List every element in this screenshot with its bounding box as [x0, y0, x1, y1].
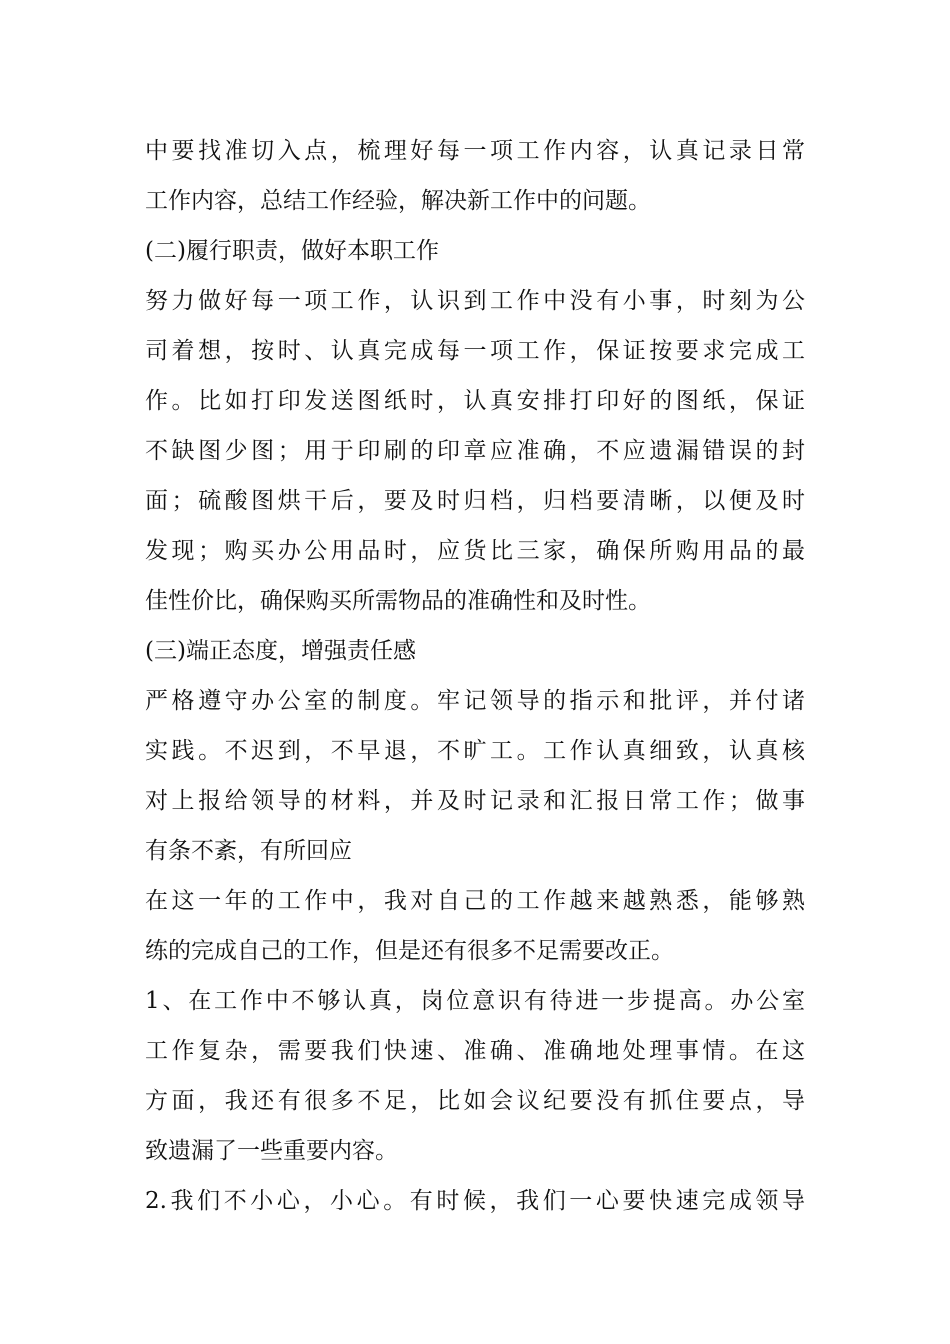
text-line: 司着想，按时、认真完成每一项工作，保证按要求完成工 [145, 338, 805, 364]
text-line: 在这一年的工作中，我对自己的工作越来越熟悉，能够熟 [145, 888, 805, 914]
text-line: 致遗漏了一些重要内容。 [145, 1138, 398, 1164]
section-heading: (二)履行职责，做好本职工作 [145, 238, 439, 264]
section-heading: (三)端正态度，增强责任感 [145, 638, 416, 664]
text-line: 面；硫酸图烘干后，要及时归档，归档要清晰，以便及时 [145, 488, 805, 514]
document-body [145, 126, 805, 1226]
text-line: 工作内容，总结工作经验，解决新工作中的问题。 [145, 188, 651, 214]
text-line: 努力做好每一项工作，认识到工作中没有小事，时刻为公 [145, 288, 805, 314]
text-line: 对上报给领导的材料，并及时记录和汇报日常工作；做事 [145, 788, 805, 814]
text-line: 不缺图少图；用于印刷的印章应准确，不应遗漏错误的封 [145, 438, 805, 464]
text-line: 实践。不迟到，不早退，不旷工。工作认真细致，认真核 [145, 738, 805, 764]
text-line: 严格遵守办公室的制度。牢记领导的指示和批评，并付诸 [145, 688, 805, 714]
text-line: 方面，我还有很多不足，比如会议纪要没有抓住要点，导 [145, 1088, 805, 1114]
text-line: 发现；购买办公用品时，应货比三家，确保所购用品的最 [145, 538, 805, 564]
text-line: 1、在工作中不够认真，岗位意识有待进一步提高。办公室 [145, 988, 805, 1014]
text-line: 有条不紊，有所回应 [145, 838, 352, 864]
text-line: 练的完成自己的工作，但是还有很多不足需要改正。 [145, 938, 674, 964]
text-line: 2.我们不小心，小心。有时候，我们一心要快速完成领导 [145, 1188, 805, 1214]
text-line: 中要找准切入点，梳理好每一项工作内容，认真记录日常 [145, 138, 805, 164]
text-line: 作。比如打印发送图纸时，认真安排打印好的图纸，保证 [145, 388, 805, 414]
text-line: 工作复杂，需要我们快速、准确、准确地处理事情。在这 [145, 1038, 805, 1064]
text-line: 佳性价比，确保购买所需物品的准确性和及时性。 [145, 588, 651, 614]
